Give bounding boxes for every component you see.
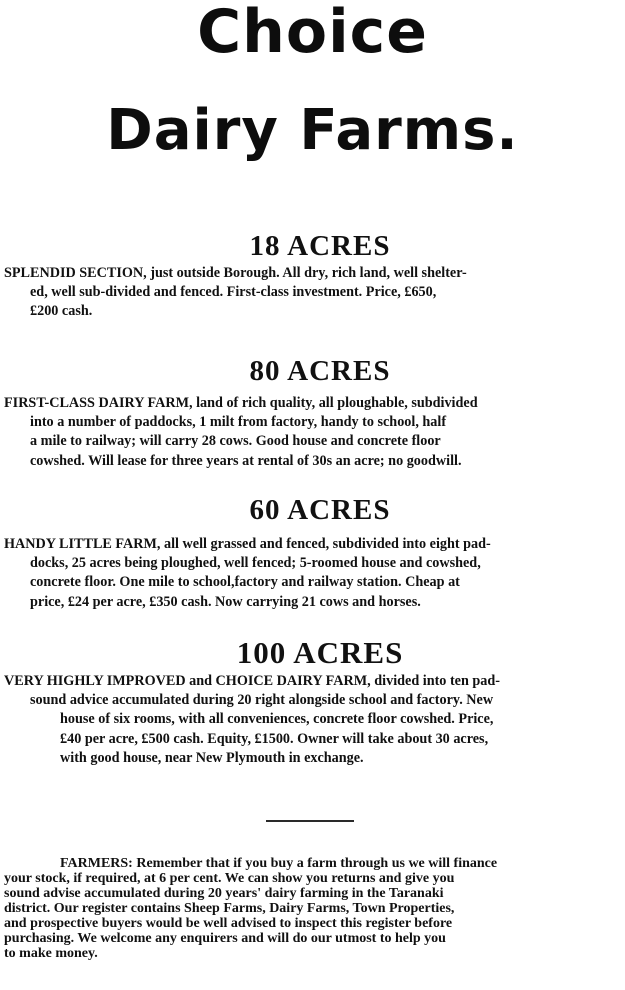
listing-line: VERY HIGHLY IMPROVED and CHOICE DAIRY FARM, divided into ten pad- [4,673,501,689]
listing-body-100-acres [0,672,625,768]
listing-line: sound advice accumulated during 20 right alongside school and factory. New [30,692,494,709]
notice-line: to make money. [4,946,98,961]
notice-line: FARMERS: Remember that if you buy a farm through us we will finance [60,856,498,871]
notice-line: and prospective buyers would be well advised to inspect this register before [4,916,453,931]
listing-line: FIRST-CLASS DAIRY FARM, land of rich quality, all ploughable, subdivided [4,395,478,411]
notice-line: sound advise accumulated during 20 years' dairy farming in the Taranaki [4,886,444,901]
listing-line: docks, 25 acres being ploughed, well fenced; 5-roomed house and cowshed, [30,555,481,572]
listing-line: HANDY LITTLE FARM, all well grassed and fenced, subdivided into eight pad- [4,536,491,552]
listing-body-80-acres [0,394,625,471]
notice-line: your stock, if required, at 6 per cent. We can show you returns and give you [4,871,455,886]
farmers-notice [0,856,625,961]
listing-line: cowshed. Will lease for three years at rental of 30s an acre; no goodwill. [30,452,462,469]
notice-line: district. Our register contains Sheep Farms, Dairy Farms, Town Properties, [4,901,455,916]
listing-body-18-acres [0,264,625,322]
listing-line: into a number of paddocks, 1 milt from factory, handy to school, half [30,414,447,431]
listing-line: SPLENDID SECTION, just outside Borough. All dry, rich land, well shelter- [4,265,467,281]
listing-heading-18-acres: 18 ACRES [249,230,391,262]
listing-heading-80-acres: 80 ACRES [249,355,391,387]
listing-line: price, £24 per acre, £350 cash. Now carrying 21 cows and horses. [30,593,421,610]
notice-line: purchasing. We welcome any enquirers and will do our utmost to help you [4,931,446,946]
listing-line: £200 cash. [30,303,93,320]
listing-body-60-acres [0,535,625,612]
section-divider [266,820,354,822]
listing-line: ed, well sub-divided and fenced. First-class investment. Price, £650, [30,284,437,301]
listing-line: concrete floor. One mile to school,factory and railway station. Cheap at [30,574,460,591]
headline-choice: Choice [197,0,428,67]
listing-line: a mile to railway; will carry 28 cows. Good house and concrete floor [30,433,441,450]
listing-heading-60-acres: 60 ACRES [249,494,391,526]
listing-heading-100-acres: 100 ACRES [236,635,404,670]
listing-line: with good house, near New Plymouth in exchange. [60,749,364,766]
listing-line: £40 per acre, £500 cash. Equity, £1500. Owner will take about 30 acres, [60,730,489,747]
listing-line: house of six rooms, with all conveniences, concrete floor cowshed. Price, [60,711,494,728]
headline-dairy-farms: Dairy Farms. [106,98,519,163]
